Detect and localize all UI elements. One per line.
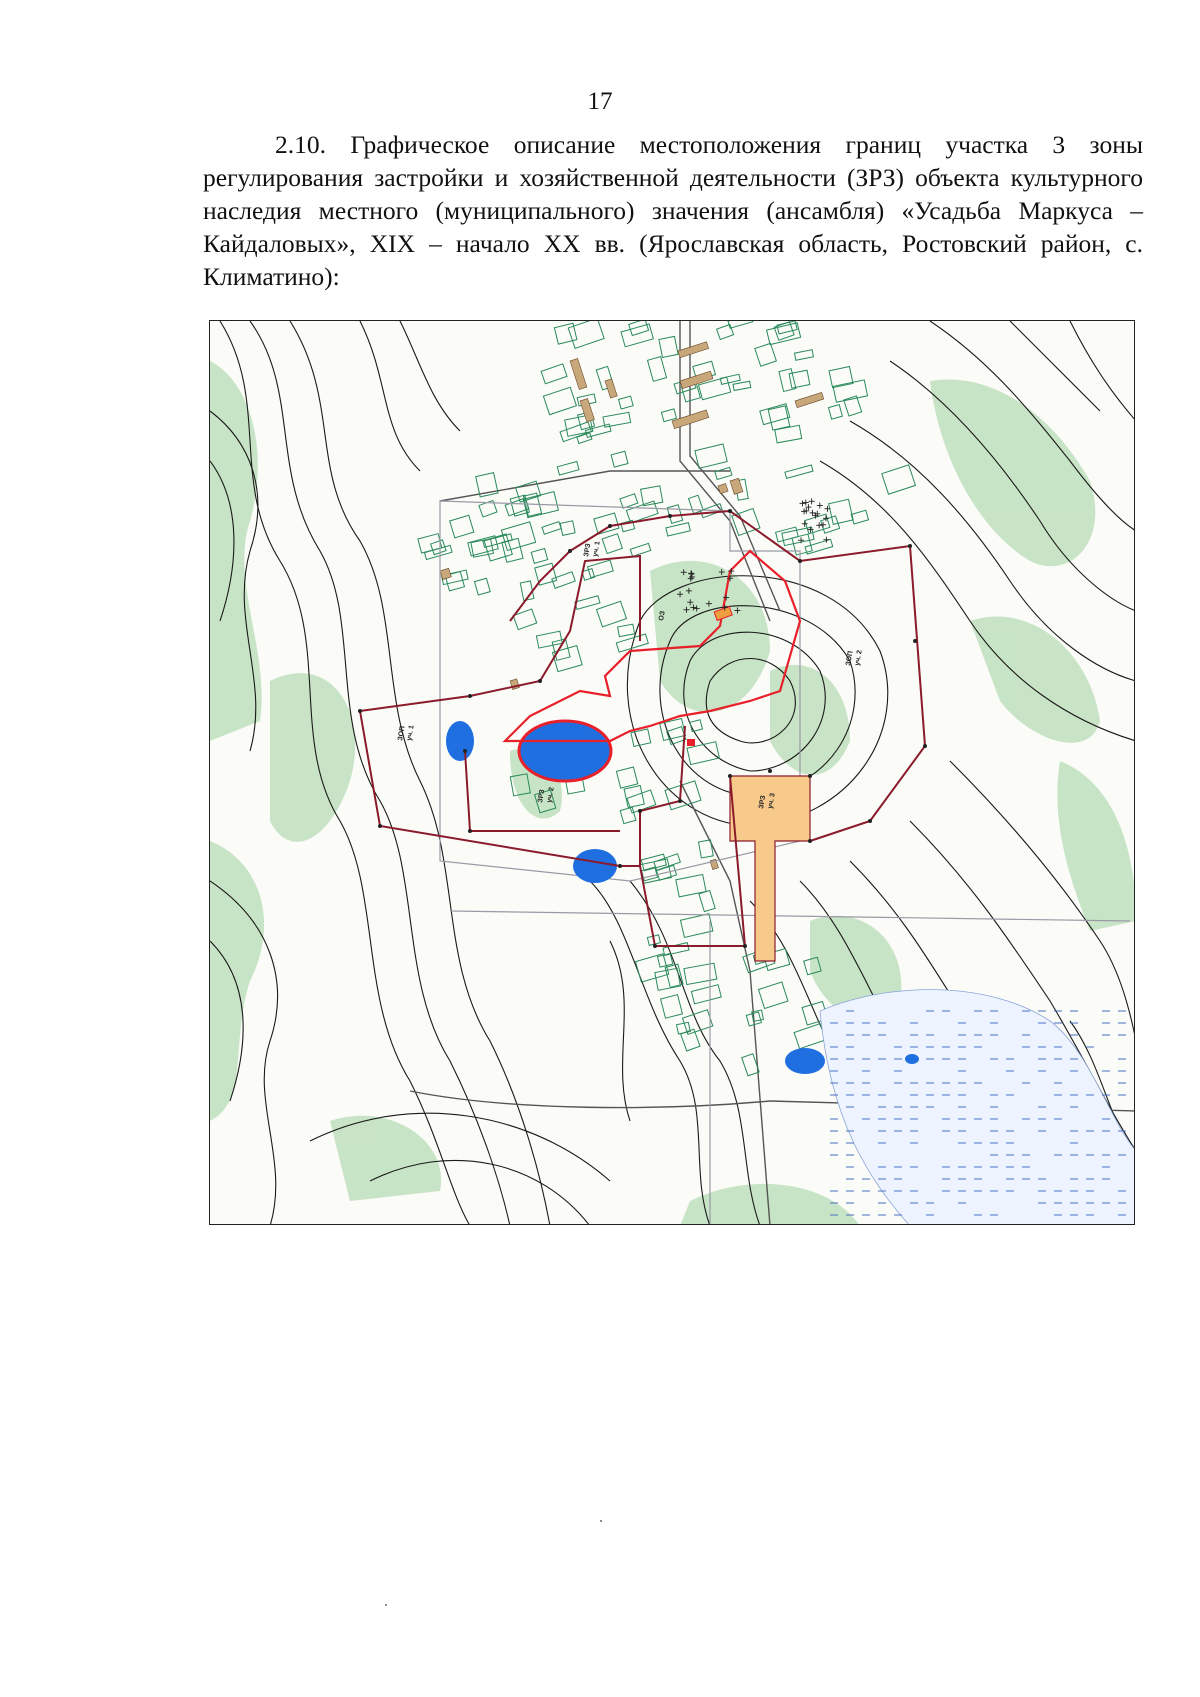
zone-label-zrz-3-part: уч. 3 — [767, 792, 777, 810]
zone-label-zrz-3-name: ЗРЗ — [758, 794, 768, 810]
zone-label-zop-1-part: уч. 1 — [406, 724, 416, 742]
zone-label-oz: ОЗ — [658, 610, 667, 622]
wetland-area — [820, 990, 1135, 1225]
zone-label-zrz-1-name: ЗРЗ — [583, 542, 593, 558]
zone-label-zop-1-name: ЗОП — [397, 725, 407, 742]
zone-label-zrz-1-part: уч. 1 — [592, 540, 602, 558]
zone-label-zop-2-part: уч. 2 — [854, 649, 864, 667]
zone-label-zop-2-name: ЗОП — [845, 650, 855, 667]
scan-speck — [385, 1604, 387, 1606]
scan-speck — [600, 1520, 602, 1522]
caption-text: 2.10. Графическое описание местоположения границ участка 3 зоны регулирования застройки и хозяйственной деятельности (ЗРЗ) объекта культурного наследия местного (муниципального) значения (ансамбля) «Усадьба Маркуса – Кайдаловых», XIX – начало XX вв. (Ярославская область, Ростовский район, с. Климатино): — [203, 130, 1143, 291]
zone-label-zrz-2-name: ЗРЗ — [537, 788, 547, 804]
heritage-building-small — [687, 739, 695, 746]
zone-label-zrz-2-part: уч. 2 — [546, 786, 556, 804]
map — [209, 320, 1135, 1225]
page-number: 17 — [587, 88, 613, 115]
caption — [203, 128, 1143, 293]
